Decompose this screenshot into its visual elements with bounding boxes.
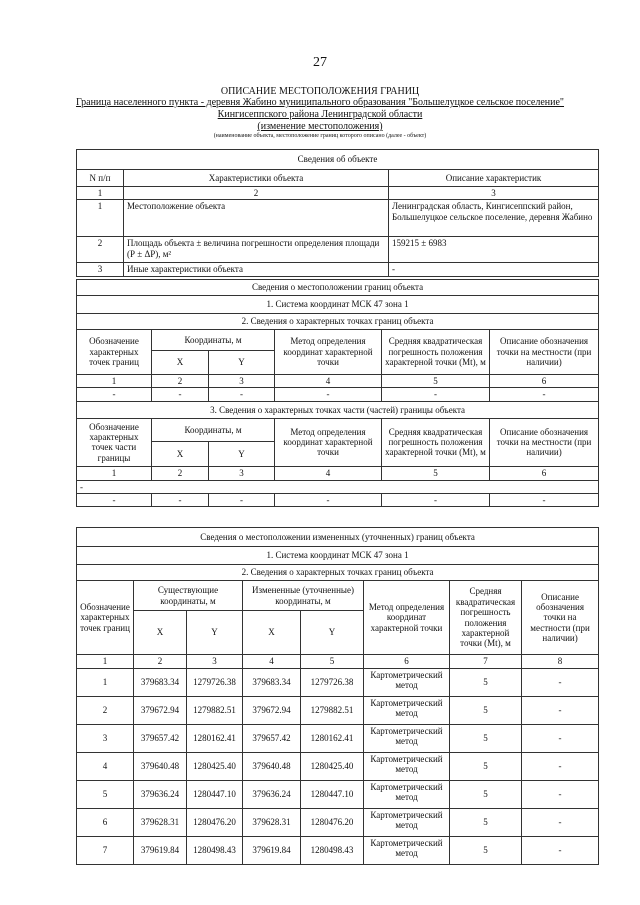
table-row <box>77 388 599 401</box>
row-name: Иные характеристики объекта <box>124 263 389 276</box>
location-title: Сведения о местоположении границ объекта <box>77 280 599 296</box>
object-name-note: (наименование объекта, местоположение границ которого описано (далее - объект) <box>213 133 427 139</box>
desc-value: - <box>522 809 599 837</box>
point-id: 1 <box>77 669 134 697</box>
existing-x: 379628.31 <box>134 809 187 837</box>
existing-y: 1280447.10 <box>187 781 243 809</box>
existing-x: 379672.94 <box>134 697 187 725</box>
index-cell: 3 <box>209 466 275 480</box>
point-id: 5 <box>77 781 134 809</box>
error-value: 5 <box>450 781 522 809</box>
col-char-header: Характеристики объекта <box>124 170 389 187</box>
dash-cell: - <box>77 494 152 507</box>
index-cell: 7 <box>450 655 522 669</box>
y-header: Y <box>209 351 275 375</box>
coord-system: 1. Система координат МСК 47 зона 1 <box>77 296 599 314</box>
table-row <box>77 669 599 697</box>
object-name-line3: (изменение местоположения) <box>257 121 383 132</box>
changed-y: 1280162.41 <box>301 725 364 753</box>
row-name: Местоположение объекта <box>124 200 389 237</box>
existing-coords-header: Существующие координаты, м <box>134 581 243 611</box>
changed-x: 379636.24 <box>243 781 301 809</box>
coords-header: Координаты, м <box>152 418 275 441</box>
existing-y: 1279882.51 <box>187 697 243 725</box>
dash-cell: - <box>382 494 490 507</box>
page-number: 27 <box>313 55 327 70</box>
object-name-line2: Кингисеппского района Ленинградской области <box>217 109 423 120</box>
point-id: 6 <box>77 809 134 837</box>
point-id: 3 <box>77 725 134 753</box>
index-cell: 1 <box>77 466 152 480</box>
y-header: Y <box>209 441 275 466</box>
row-number: 3 <box>77 263 124 276</box>
col-desc-header: Описание характеристик <box>389 170 599 187</box>
error-value: 5 <box>450 837 522 865</box>
desc-value: - <box>522 669 599 697</box>
changed-x: 379640.48 <box>243 753 301 781</box>
y-header: Y <box>187 611 243 655</box>
index-cell: 2 <box>152 466 209 480</box>
method-header: Метод определения координат характерной точки <box>275 418 382 466</box>
method: Картометрический метод <box>364 669 450 697</box>
changed-coord-system: 1. Система координат МСК 47 зона 1 <box>77 547 599 565</box>
table-row <box>77 494 599 507</box>
dash-cell: - <box>77 388 152 401</box>
dash-cell: - <box>209 494 275 507</box>
desc-header: Описание обозначения точки на местности (при наличии) <box>490 330 599 375</box>
point-part-header: Обозначение характерных точек части границы <box>77 418 152 466</box>
changed-title: Сведения о местоположении измененных (уточненных) границ объекта <box>77 528 599 547</box>
changed-y: 1280498.43 <box>301 837 364 865</box>
row-name: Площадь объекта ± величина погрешности определения площади (Р ± ΔР), м² <box>124 237 389 263</box>
error-value: 5 <box>450 809 522 837</box>
row-number: 2 <box>77 237 124 263</box>
x-header: X <box>152 441 209 466</box>
index-cell: 5 <box>382 375 490 388</box>
row-number: 1 <box>77 200 124 237</box>
table-row <box>77 237 599 263</box>
point-id: 2 <box>77 697 134 725</box>
method-header: Метод определения координат характерной точки <box>364 581 450 655</box>
dash-cell: - <box>152 494 209 507</box>
coords-header: Координаты, м <box>152 330 275 351</box>
dash-cell: - <box>152 388 209 401</box>
location-table <box>76 279 599 507</box>
table-row <box>77 697 599 725</box>
desc-value: - <box>522 753 599 781</box>
index-cell: 5 <box>382 466 490 480</box>
dash-cell: - <box>490 494 599 507</box>
method: Картометрический метод <box>364 725 450 753</box>
existing-x: 379636.24 <box>134 781 187 809</box>
changed-y: 1280476.20 <box>301 809 364 837</box>
desc-value: - <box>522 781 599 809</box>
row-value: Ленинградская область, Кингисеппский район, Большелуцкое сельское поселение, деревня Жабино <box>389 200 599 237</box>
table-row <box>77 781 599 809</box>
changed-location-table <box>76 527 599 865</box>
index-cell: 1 <box>77 655 134 669</box>
index-cell: 4 <box>275 375 382 388</box>
index-cell: 2 <box>124 187 389 200</box>
index-cell: 6 <box>490 375 599 388</box>
x-header: X <box>134 611 187 655</box>
existing-y: 1280476.20 <box>187 809 243 837</box>
point-header: Обозначение характерных точек границ <box>77 330 152 375</box>
index-cell: 6 <box>364 655 450 669</box>
existing-y: 1280498.43 <box>187 837 243 865</box>
x-header: X <box>243 611 301 655</box>
error-value: 5 <box>450 753 522 781</box>
index-cell: 1 <box>77 187 124 200</box>
existing-x: 379657.42 <box>134 725 187 753</box>
object-info-title: Сведения об объекте <box>77 150 599 170</box>
document-title: ОПИСАНИЕ МЕСТОПОЛОЖЕНИЯ ГРАНИЦ <box>220 86 420 97</box>
changed-y: 1280447.10 <box>301 781 364 809</box>
changed-x: 379657.42 <box>243 725 301 753</box>
changed-y: 1280425.40 <box>301 753 364 781</box>
index-cell: 4 <box>275 466 382 480</box>
desc-value: - <box>522 725 599 753</box>
method: Картометрический метод <box>364 781 450 809</box>
index-cell: 5 <box>301 655 364 669</box>
existing-x: 379640.48 <box>134 753 187 781</box>
error-value: 5 <box>450 697 522 725</box>
error-header: Средняя квадратическая погрешность положения характерной точки (Mt), м <box>382 330 490 375</box>
index-cell: 1 <box>77 375 152 388</box>
table-row <box>77 263 599 276</box>
point-id: 7 <box>77 837 134 865</box>
dash-cell: - <box>209 388 275 401</box>
table-row <box>77 809 599 837</box>
method: Картометрический метод <box>364 753 450 781</box>
index-cell: 2 <box>134 655 187 669</box>
method: Картометрический метод <box>364 697 450 725</box>
index-cell: 3 <box>209 375 275 388</box>
method-header: Метод определения координат характерной точки <box>275 330 382 375</box>
changed-coords-header: Измененные (уточненные) координаты, м <box>243 581 364 611</box>
index-cell: 3 <box>187 655 243 669</box>
row-value: - <box>389 263 599 276</box>
object-name-line1: Граница населенного пункта - деревня Жабино муниципального образования "Большелуцкое сельское поселение" <box>75 97 565 108</box>
desc-header: Описание обозначения точки на местности (при наличии) <box>522 581 599 655</box>
existing-y: 1280425.40 <box>187 753 243 781</box>
existing-y: 1279726.38 <box>187 669 243 697</box>
index-cell: 6 <box>490 466 599 480</box>
existing-y: 1280162.41 <box>187 725 243 753</box>
row-value: 159215 ± 6983 <box>389 237 599 263</box>
table-row <box>77 200 599 237</box>
dash-cell: - <box>490 388 599 401</box>
table-row <box>77 837 599 865</box>
existing-x: 379683.34 <box>134 669 187 697</box>
error-value: 5 <box>450 725 522 753</box>
changed-y: 1279882.51 <box>301 697 364 725</box>
parts-subtitle: 3. Сведения о характерных точках части (частей) границы объекта <box>77 401 599 418</box>
part-label-row: - <box>77 480 599 493</box>
error-header: Средняя квадратическая погрешность положения характерной точки (Mt), м <box>450 581 522 655</box>
error-header: Средняя квадратическая погрешность положения характерной точки (Mt), м <box>382 418 490 466</box>
dash-cell: - <box>382 388 490 401</box>
desc-value: - <box>522 837 599 865</box>
index-cell: 2 <box>152 375 209 388</box>
desc-value: - <box>522 697 599 725</box>
existing-x: 379619.84 <box>134 837 187 865</box>
changed-x: 379628.31 <box>243 809 301 837</box>
method: Картометрический метод <box>364 837 450 865</box>
changed-x: 379619.84 <box>243 837 301 865</box>
changed-y: 1279726.38 <box>301 669 364 697</box>
point-header: Обозначение характерных точек границ <box>77 581 134 655</box>
table-row <box>77 753 599 781</box>
changed-x: 379672.94 <box>243 697 301 725</box>
index-cell: 8 <box>522 655 599 669</box>
index-cell: 4 <box>243 655 301 669</box>
points-subtitle: 2. Сведения о характерных точках границ объекта <box>77 314 599 330</box>
index-cell: 3 <box>389 187 599 200</box>
desc-header: Описание обозначения точки на местности (при наличии) <box>490 418 599 466</box>
table-row <box>77 725 599 753</box>
changed-x: 379683.34 <box>243 669 301 697</box>
y-header: Y <box>301 611 364 655</box>
x-header: X <box>152 351 209 375</box>
changed-points-subtitle: 2. Сведения о характерных точках границ объекта <box>77 565 599 581</box>
dash-cell: - <box>275 494 382 507</box>
point-id: 4 <box>77 753 134 781</box>
error-value: 5 <box>450 669 522 697</box>
object-info-table <box>76 149 599 277</box>
method: Картометрический метод <box>364 809 450 837</box>
dash-cell: - <box>275 388 382 401</box>
col-num-header: N п/п <box>77 170 124 187</box>
